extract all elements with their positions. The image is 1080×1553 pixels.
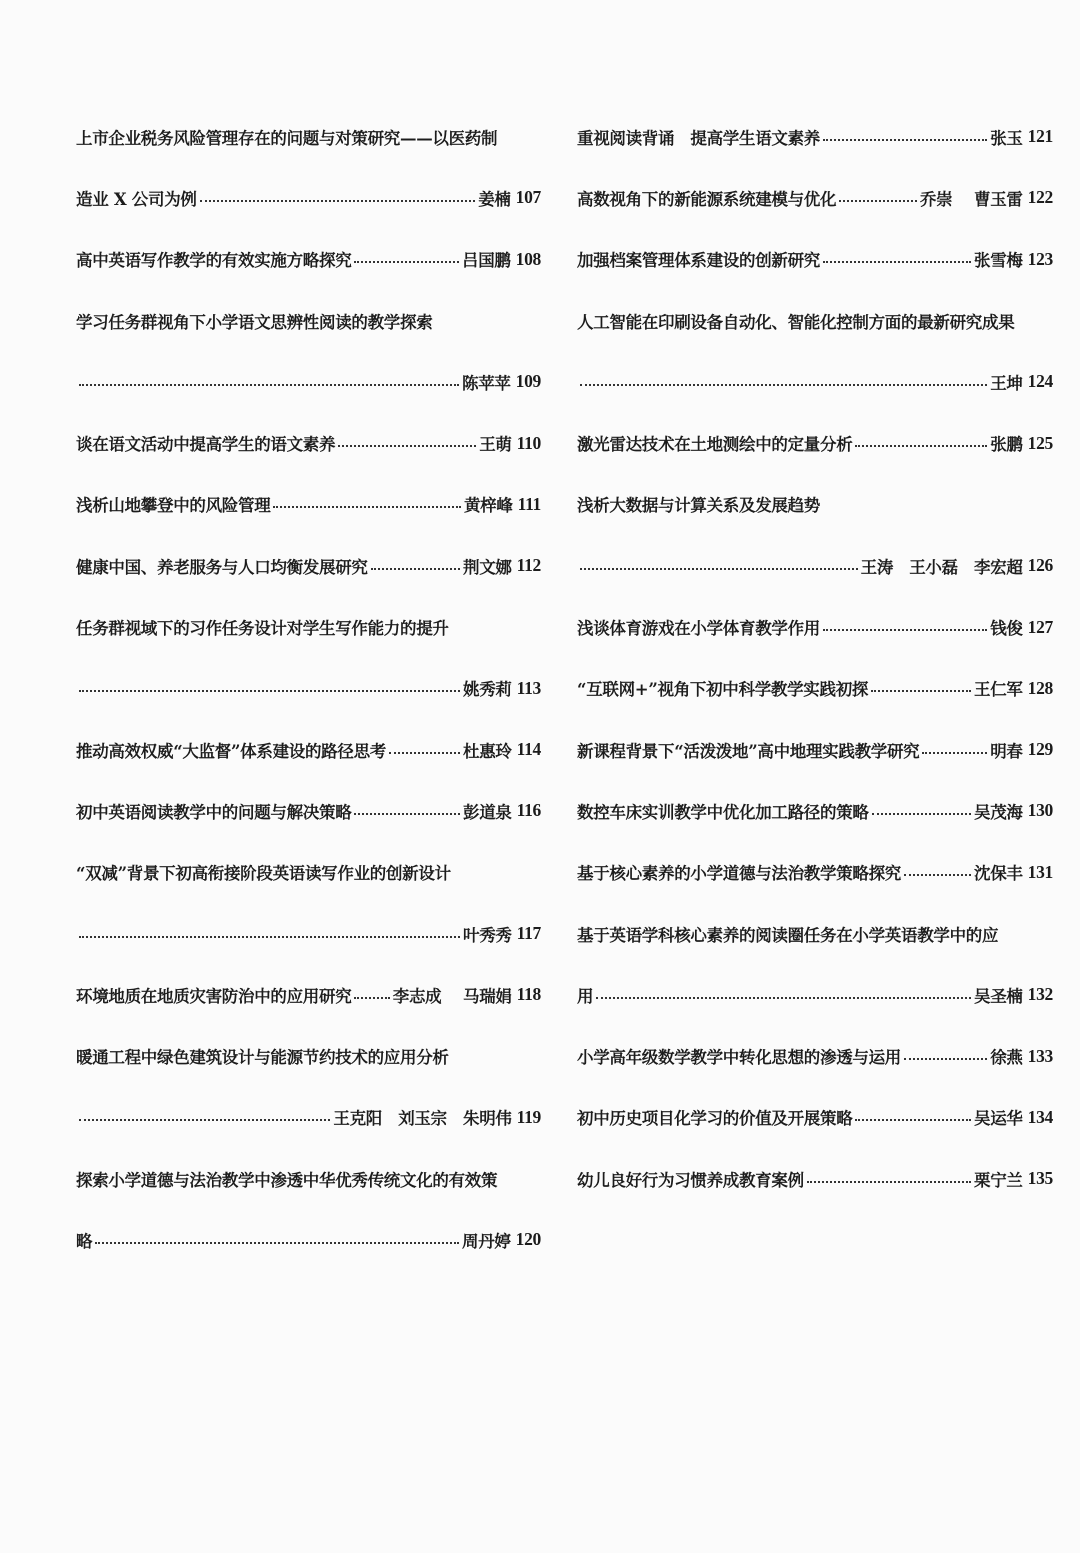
entry-title: 基于英语学科核心素养的阅读圈任务在小学英语教学中的应: [577, 925, 999, 945]
entry-page-number: 110: [516, 432, 541, 453]
entry-title: 浅析大数据与计算关系及发展趋势: [577, 496, 821, 516]
toc-entry-line: [577, 474, 1053, 535]
entry-authors: 王萌: [479, 435, 512, 455]
toc-entry-line: [577, 842, 1053, 903]
entry-title: 重视阅读背诵 提高学生语文素养: [577, 128, 821, 148]
dot-leader: [839, 200, 917, 202]
toc-entry-line: [577, 719, 1053, 780]
dot-leader: [580, 568, 858, 570]
toc-entry: [577, 719, 1053, 780]
entry-page-number: 125: [1027, 432, 1053, 453]
entry-title: 初中英语阅读教学中的问题与解决策略: [76, 802, 352, 822]
dot-leader: [200, 200, 476, 202]
toc-entry-line: [577, 596, 1053, 657]
toc-entry: [76, 106, 541, 229]
entry-title: 数控车床实训教学中优化加工路径的策略: [577, 802, 869, 822]
toc-entry-line: [76, 167, 541, 228]
toc-entry: [76, 596, 541, 719]
toc-entry: [76, 964, 541, 1025]
entry-page-number: 119: [516, 1106, 541, 1127]
toc-entry: [76, 780, 541, 841]
toc-entry: [577, 842, 1053, 903]
toc-entry: [577, 167, 1053, 228]
entry-page-number: 117: [516, 923, 541, 943]
entry-title: 加强档案管理体系建设的创新研究: [577, 251, 821, 271]
entry-title: 探索小学道德与法治教学中渗透中华优秀传统文化的有效策: [76, 1170, 498, 1190]
entry-page-number: 118: [516, 984, 541, 1005]
toc-entry-line: [76, 290, 541, 351]
entry-authors: 王仁军: [974, 680, 1023, 700]
dot-leader: [389, 752, 460, 754]
dot-leader: [922, 752, 987, 754]
entry-page-number: 127: [1027, 616, 1053, 637]
toc-entry: [577, 106, 1053, 167]
dot-leader: [79, 690, 460, 692]
toc-entry-line: [76, 106, 541, 167]
dot-leader: [371, 568, 460, 570]
entry-title: 高中英语写作教学的有效实施方略探究: [76, 251, 352, 271]
toc-entry-line: [577, 780, 1053, 841]
entry-authors: 吴圣楠: [974, 986, 1023, 1006]
toc-entry: [76, 474, 541, 535]
entry-title-continued: 略: [76, 1231, 93, 1251]
toc-entry-line: [577, 290, 1053, 351]
toc-entry: [577, 780, 1053, 841]
toc-entry-line: [76, 1087, 541, 1148]
entry-authors: 张鹏: [990, 435, 1023, 455]
toc-entry-line: [577, 412, 1053, 473]
toc-entry-line: [76, 535, 541, 596]
entry-authors: 钱俊: [990, 619, 1023, 639]
dot-leader: [354, 997, 389, 999]
toc-entry-line: [577, 1087, 1053, 1148]
entry-title-continued: 造业 X 公司为例: [76, 189, 197, 209]
toc-entry: [577, 1025, 1053, 1086]
toc-entry-line: [76, 842, 541, 903]
toc-entry-line: [76, 412, 541, 473]
toc-entry: [577, 412, 1053, 473]
entry-page-number: 120: [515, 1229, 541, 1250]
toc-entry: [76, 535, 541, 596]
toc-entry-line: [76, 229, 541, 290]
toc-entry-line: [577, 167, 1053, 228]
dot-leader: [79, 384, 459, 386]
entry-title: 学习任务群视角下小学语文思辨性阅读的教学探索: [76, 312, 433, 332]
toc-entry-line: [76, 658, 541, 719]
toc-entry-line: [577, 1148, 1053, 1209]
entry-page-number: 116: [516, 800, 541, 821]
toc-entry-line: [76, 719, 541, 780]
entry-authors: 黄梓峰: [463, 496, 513, 516]
entry-authors: 王克阳 刘玉宗 朱明伟: [333, 1109, 512, 1129]
dot-leader: [580, 384, 987, 386]
entry-title: 新课程背景下“活泼泼地”高中地理实践教学研究: [577, 741, 920, 761]
dot-leader: [855, 445, 987, 447]
entry-title: 基于核心素养的小学道德与法治教学策略探究: [577, 864, 902, 884]
entry-authors: 周丹婷: [462, 1231, 511, 1251]
entry-authors: 姜楠: [478, 189, 511, 209]
toc-entry: [76, 229, 541, 290]
dot-leader: [79, 936, 460, 938]
toc-entry: [577, 658, 1053, 719]
entry-title: 高数视角下的新能源系统建模与优化: [577, 189, 837, 209]
toc-entry-line: [577, 106, 1053, 167]
entry-title: 上市企业税务风险管理存在的问题与对策研究——以医药制: [76, 128, 498, 148]
entry-page-number: 114: [516, 739, 541, 760]
entry-page-number: 128: [1027, 677, 1053, 698]
toc-entry-line: [76, 474, 541, 535]
toc-entry: [577, 903, 1053, 1026]
toc-entry-line: [577, 903, 1053, 964]
entry-authors: 栗宁兰: [974, 1170, 1023, 1190]
toc-entry: [577, 290, 1053, 413]
toc-column-left: [76, 106, 541, 1271]
entry-title: 激光雷达技术在土地测绘中的定量分析: [577, 435, 853, 455]
dot-leader: [354, 813, 460, 815]
entry-authors: 荆文娜: [463, 557, 512, 577]
toc-entry: [577, 474, 1053, 597]
toc-entry: [76, 290, 541, 413]
toc-entry-line: [577, 229, 1053, 290]
entry-page-number: 121: [1027, 126, 1053, 147]
dot-leader: [354, 261, 459, 263]
entry-title: “互联网+”视角下初中科学教学实践初探: [577, 680, 869, 700]
entry-title: 浅析山地攀登中的风险管理: [76, 496, 271, 516]
toc-entry-line: [577, 1025, 1053, 1086]
entry-authors: 姚秀莉: [463, 680, 512, 700]
entry-page-number: 132: [1027, 984, 1053, 1005]
toc-entry: [577, 229, 1053, 290]
entry-authors: 吕国鹏: [462, 251, 511, 271]
toc-entry-line: [76, 1025, 541, 1086]
entry-title: 小学高年级数学教学中转化思想的渗透与运用: [577, 1048, 902, 1068]
toc-entry: [577, 1148, 1053, 1209]
toc-entry-line: [76, 1148, 541, 1209]
dot-leader: [904, 874, 971, 876]
entry-page-number: 122: [1027, 187, 1053, 208]
dot-leader: [273, 506, 461, 508]
entry-page-number: 129: [1027, 739, 1053, 760]
dot-leader: [904, 1058, 987, 1060]
entry-page-number: 111: [517, 493, 541, 514]
entry-page-number: 126: [1027, 555, 1053, 576]
entry-page-number: 108: [515, 248, 541, 269]
entry-authors: 王涛 王小磊 李宏超: [860, 557, 1023, 577]
toc-column-right: [577, 106, 1053, 1209]
entry-authors: 张玉: [990, 128, 1023, 148]
toc-entry: [577, 596, 1053, 657]
entry-title: 健康中国、养老服务与人口均衡发展研究: [76, 557, 368, 577]
entry-page-number: 112: [516, 555, 541, 576]
dot-leader: [95, 1242, 459, 1244]
dot-leader: [823, 261, 971, 263]
entry-page-number: 123: [1027, 248, 1053, 269]
entry-page-number: 107: [515, 187, 541, 208]
toc-entry-line: [76, 1209, 541, 1270]
toc-entry-line: [76, 780, 541, 841]
entry-title: 暖通工程中绿色建筑设计与能源节约技术的应用分析: [76, 1048, 449, 1068]
dot-leader: [79, 1119, 330, 1121]
entry-page-number: 130: [1027, 800, 1053, 821]
dot-leader: [823, 139, 987, 141]
toc-entry: [76, 1025, 541, 1148]
toc-entry: [76, 1148, 541, 1271]
entry-authors: 明春: [990, 741, 1023, 761]
entry-title: “双减”背景下初高衔接阶段英语读写作业的创新设计: [76, 864, 451, 884]
toc-entry: [577, 1087, 1053, 1148]
toc-entry: [76, 719, 541, 780]
entry-page-number: 109: [515, 371, 541, 392]
entry-authors: 徐燕: [990, 1048, 1023, 1068]
toc-entry: [76, 412, 541, 473]
entry-authors: 叶秀秀: [463, 925, 512, 945]
entry-page-number: 133: [1027, 1045, 1053, 1066]
entry-page-number: 134: [1027, 1106, 1053, 1127]
toc-entry-line: [76, 903, 541, 964]
entry-title: 浅谈体育游戏在小学体育教学作用: [577, 619, 821, 639]
entry-authors: 吴茂海: [974, 802, 1023, 822]
entry-authors: 杜惠玲: [463, 741, 512, 761]
entry-authors: 乔崇 曹玉雷: [919, 189, 1023, 209]
toc-entry-line: [577, 351, 1053, 412]
entry-authors: 李志成 马瑞娟: [392, 986, 512, 1006]
entry-page-number: 124: [1027, 371, 1053, 392]
dot-leader: [855, 1119, 971, 1121]
toc-entry: [76, 842, 541, 965]
entry-authors: 沈保丰: [974, 864, 1023, 884]
toc-entry-line: [76, 596, 541, 657]
entry-title: 人工智能在印刷设备自动化、智能化控制方面的最新研究成果: [577, 312, 1015, 332]
entry-authors: 王坤: [990, 373, 1023, 393]
entry-title-continued: 用: [577, 986, 594, 1006]
toc-entry-line: [577, 658, 1053, 719]
entry-title: 环境地质在地质灾害防治中的应用研究: [76, 986, 352, 1006]
dot-leader: [823, 629, 987, 631]
entry-title: 初中历史项目化学习的价值及开展策略: [577, 1109, 853, 1129]
toc-entry-line: [577, 535, 1053, 596]
dot-leader: [872, 813, 971, 815]
dot-leader: [807, 1181, 971, 1183]
entry-authors: 陈苹苹: [462, 373, 511, 393]
toc-entry-line: [76, 964, 541, 1025]
dot-leader: [596, 997, 971, 999]
dot-leader: [871, 690, 971, 692]
toc-entry-line: [76, 351, 541, 412]
entry-title: 任务群视域下的习作任务设计对学生写作能力的提升: [76, 619, 449, 639]
dot-leader: [338, 445, 476, 447]
toc-entry-line: [577, 964, 1053, 1025]
entry-page-number: 131: [1027, 861, 1053, 882]
entry-title: 推动高效权威“大监督”体系建设的路径思考: [76, 741, 386, 761]
entry-authors: 吴运华: [974, 1109, 1023, 1129]
entry-title: 谈在语文活动中提高学生的语文素养: [76, 435, 336, 455]
entry-page-number: 135: [1027, 1168, 1053, 1189]
entry-page-number: 113: [516, 677, 541, 698]
entry-authors: 张雪梅: [974, 251, 1023, 271]
entry-authors: 彭道泉: [463, 802, 512, 822]
entry-title: 幼儿良好行为习惯养成教育案例: [577, 1170, 804, 1190]
